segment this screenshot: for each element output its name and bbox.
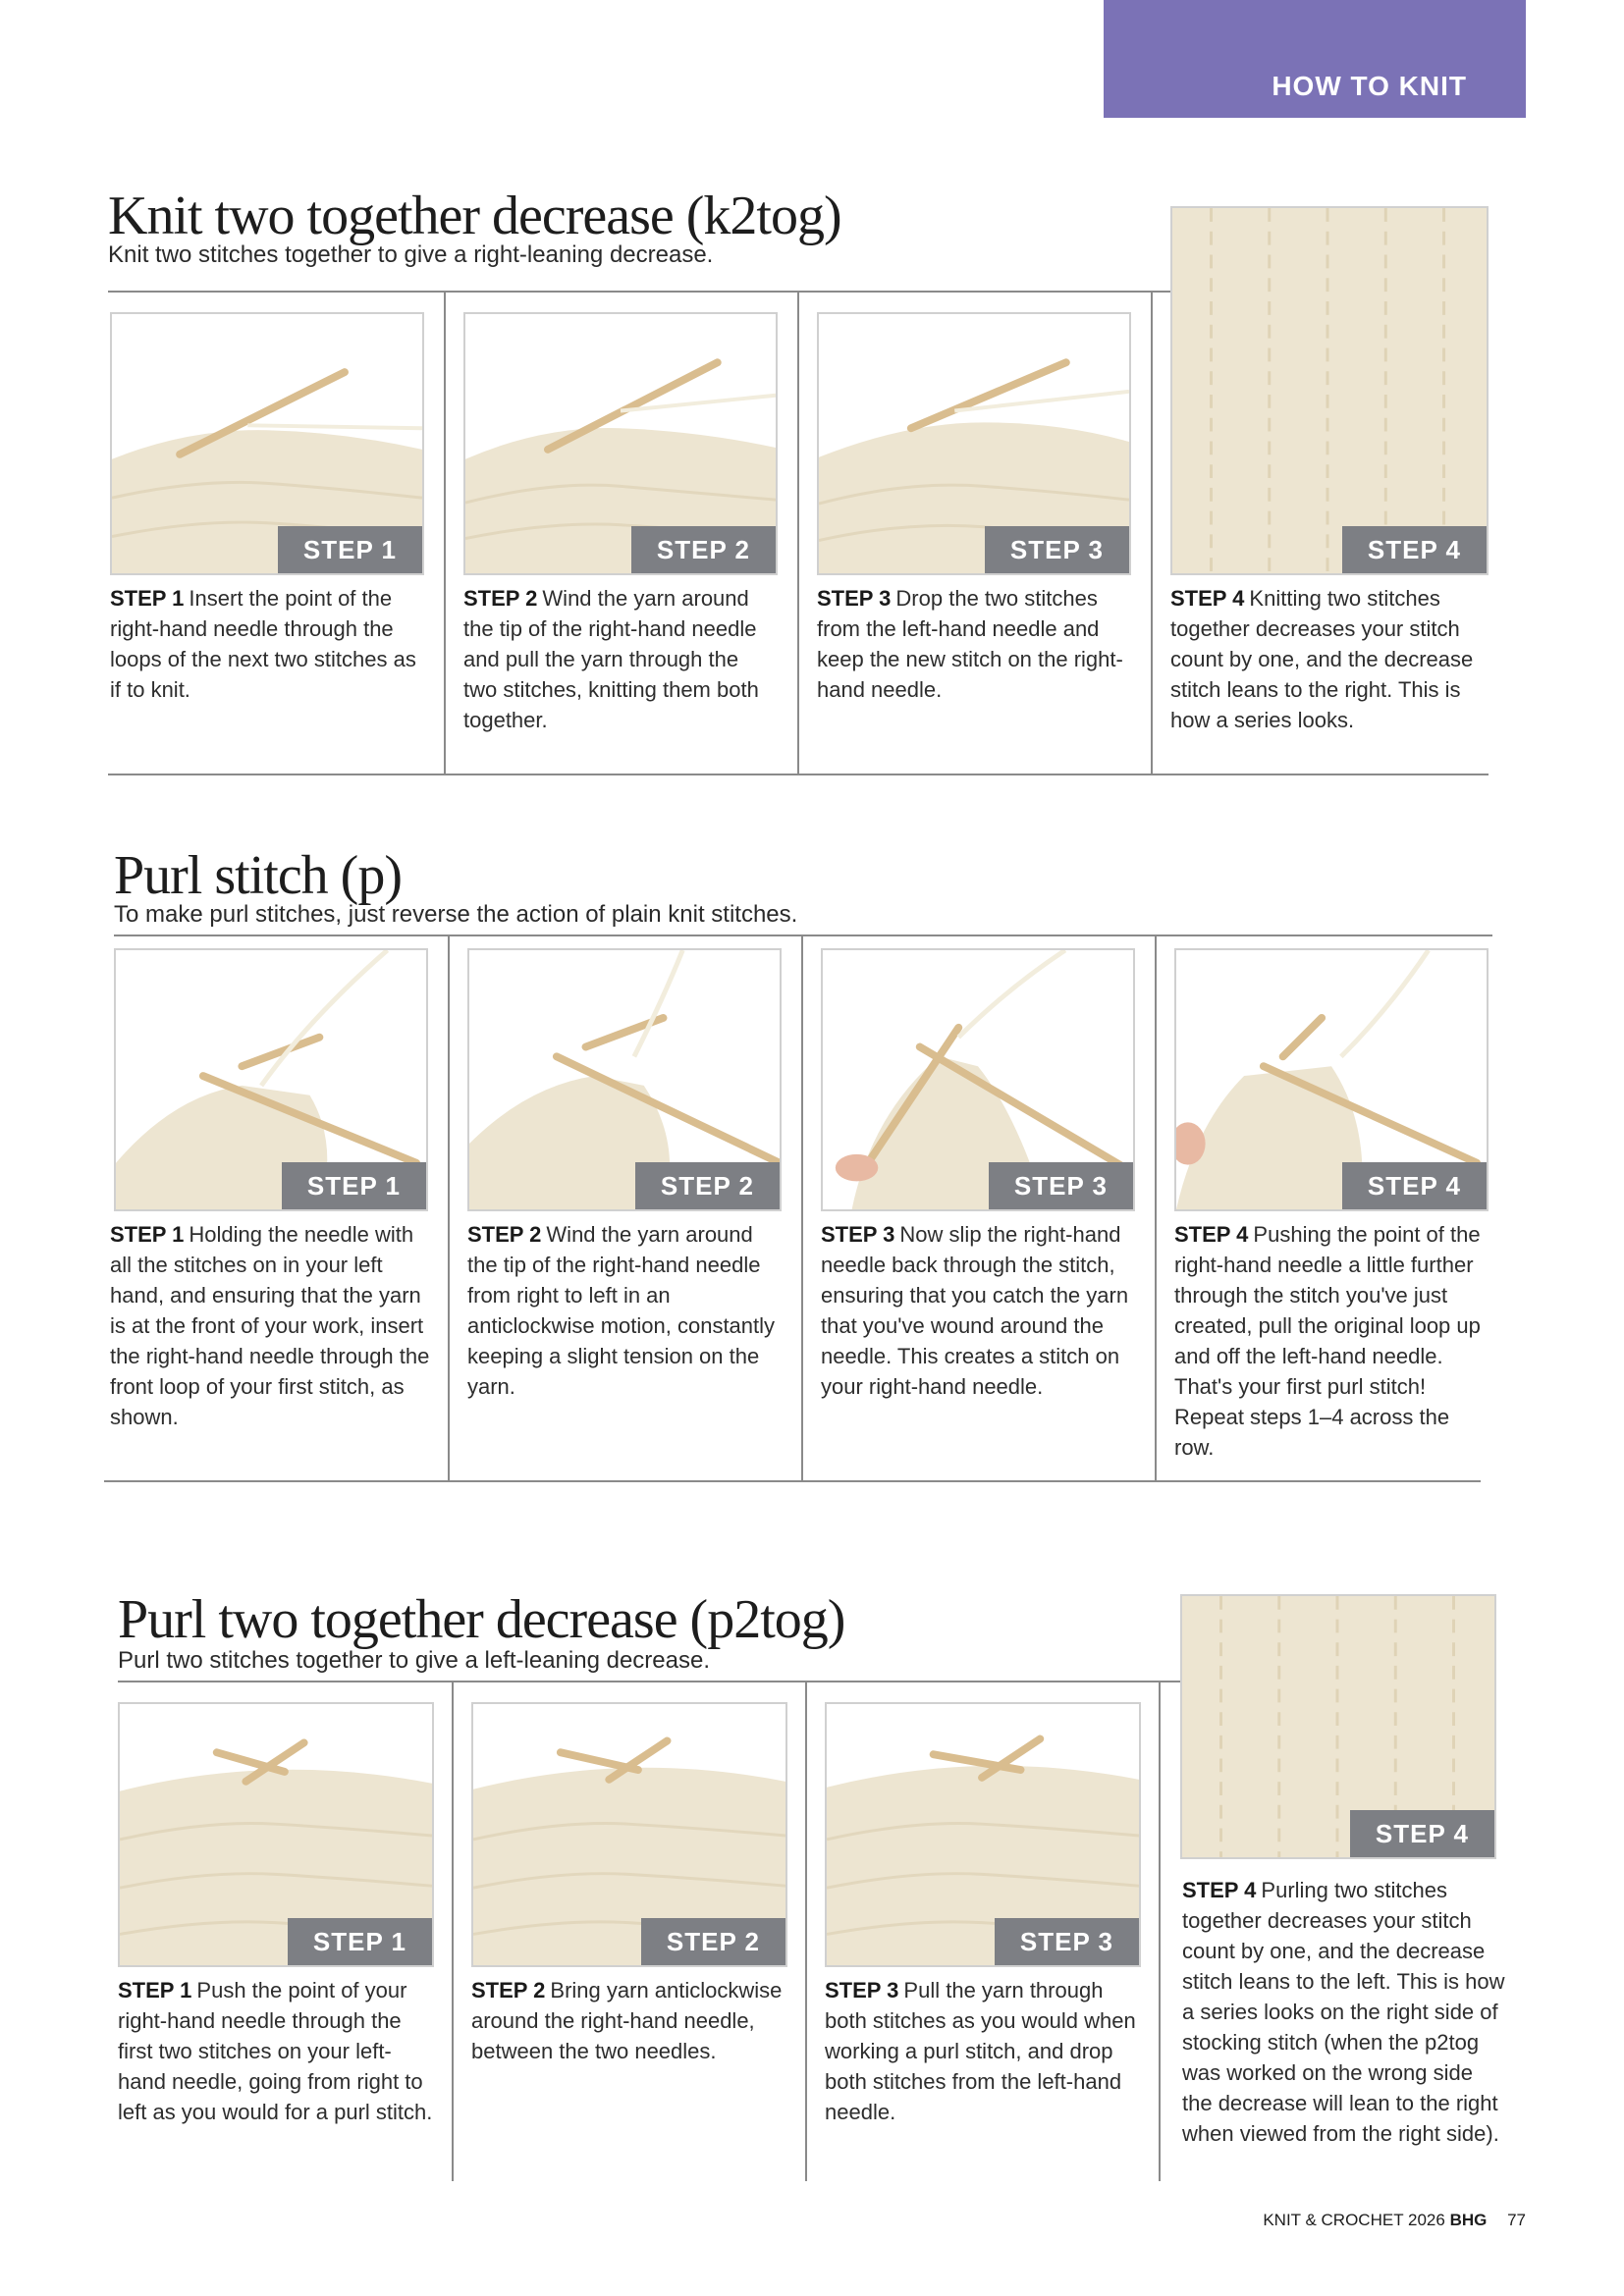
column-divider (444, 293, 446, 774)
step-label: STEP 4 (1170, 586, 1245, 611)
section-tab (1104, 0, 1526, 118)
step-label: STEP 4 (1174, 1222, 1249, 1247)
column-divider (801, 936, 803, 1482)
p2tog-step2-photo (471, 1702, 787, 1967)
step-text: Knitting two stitches together decreases your stitch count by one, and the decrease stitch leans to the right. This is how a series looks. (1170, 586, 1474, 732)
step-text: Wind the yarn around the tip of the right-hand needle from right to left in an anticlockwise motion, constantly keeping a slight tension on the yarn. (467, 1222, 776, 1399)
step-badge: STEP 4 (1350, 1810, 1494, 1857)
p2tog-step3-caption (825, 1975, 1141, 2127)
step-text: Bring yarn anticlockwise around the right-hand needle, between the two needles. (471, 1978, 783, 2063)
magazine-name: KNIT & CROCHET 2026 (1263, 2211, 1445, 2229)
p2tog-subtitle: Purl two stitches together to give a left-leaning decrease. (118, 1647, 710, 1674)
p2tog-step1-photo (118, 1702, 434, 1967)
k2tog-step1-photo (110, 312, 424, 575)
step-label: STEP 4 (1182, 1878, 1257, 1902)
p2tog-step1-caption (118, 1975, 434, 2127)
divider (104, 1480, 1481, 1482)
step-label: STEP 2 (467, 1222, 542, 1247)
k2tog-subtitle: Knit two stitches together to give a right-leaning decrease. (108, 241, 714, 268)
step-badge: STEP 2 (635, 1162, 780, 1209)
step-badge: STEP 3 (995, 1918, 1139, 1965)
column-divider (1151, 293, 1153, 774)
column-divider (805, 1682, 807, 2181)
page-footer (1263, 2211, 1526, 2230)
k2tog-step4-caption (1170, 583, 1494, 735)
divider (108, 774, 1489, 775)
purl-step3-photo (821, 948, 1135, 1211)
step-badge: STEP 4 (1342, 526, 1487, 573)
k2tog-step3-caption (817, 583, 1131, 705)
step-badge: STEP 2 (631, 526, 776, 573)
p2tog-step4-caption (1182, 1875, 1506, 2149)
k2tog-step2-caption (463, 583, 778, 735)
purl-step4-photo (1174, 948, 1489, 1211)
step-badge: STEP 3 (985, 526, 1129, 573)
step-text: Holding the needle with all the stitches on in your left hand, and ensuring that the yarn is at the front of your work, insert the right-hand needle through the front loop of your first stitch, as shown. (110, 1222, 430, 1429)
step-badge: STEP 4 (1342, 1162, 1487, 1209)
p2tog-step4-photo (1180, 1594, 1496, 1859)
step-text: Pushing the point of the right-hand needle a little further through the stitch you've just created, pull the original loop up and off the left-hand needle. That's your first purl stitch! Repeat steps 1–4 across the row. (1174, 1222, 1481, 1460)
step-text: Drop the two stitches from the left-hand needle and keep the new stitch on the right-hand needle. (817, 586, 1123, 702)
k2tog-step1-caption (110, 583, 424, 705)
purl-subtitle: To make purl stitches, just reverse the action of plain knit stitches. (114, 901, 798, 928)
step-label: STEP 1 (110, 586, 185, 611)
divider (114, 934, 1492, 936)
step-label: STEP 2 (471, 1978, 546, 2002)
step-label: STEP 3 (825, 1978, 899, 2002)
brand-name: BHG (1449, 2211, 1488, 2229)
purl-step1-caption (110, 1219, 434, 1432)
step-badge: STEP 1 (288, 1918, 432, 1965)
step-label: STEP 1 (118, 1978, 192, 2002)
purl-step2-photo (467, 948, 782, 1211)
column-divider (448, 936, 450, 1482)
divider (108, 291, 1170, 293)
p2tog-step2-caption (471, 1975, 787, 2066)
step-text: Push the point of your right-hand needle through the first two stitches on your left-hand needle, going from right to left as you would for a purl stitch. (118, 1978, 433, 2124)
step-label: STEP 1 (110, 1222, 185, 1247)
column-divider (1159, 1682, 1161, 2181)
step-label: STEP 2 (463, 586, 538, 611)
step-badge: STEP 1 (278, 526, 422, 573)
k2tog-step3-photo (817, 312, 1131, 575)
column-divider (1155, 936, 1157, 1482)
k2tog-title: Knit two together decrease (k2tog) (108, 186, 841, 246)
step-label: STEP 3 (817, 586, 892, 611)
step-text: Pull the yarn through both stitches as you would when working a purl stitch, and drop both stitches from the left-hand needle. (825, 1978, 1136, 2124)
purl-step4-caption (1174, 1219, 1489, 1463)
step-text: Purling two stitches together decreases your stitch count by one, and the decrease stitch leans to the left. This is how a series looks on the right side of stocking stitch (when the p2tog was worked on the wrong side the decrease will lean to the right when viewed from the right side). (1182, 1878, 1505, 2146)
step-badge: STEP 3 (989, 1162, 1133, 1209)
step-badge: STEP 1 (282, 1162, 426, 1209)
purl-step3-caption (821, 1219, 1139, 1402)
step-text: Insert the point of the right-hand needle through the loops of the next two stitches as if to knit. (110, 586, 416, 702)
purl-title: Purl stitch (p) (114, 845, 402, 906)
p2tog-step3-photo (825, 1702, 1141, 1967)
step-label: STEP 3 (821, 1222, 895, 1247)
step-text: Now slip the right-hand needle back through the stitch, ensuring that you catch the yarn that you've wound around the needle. This creates a stitch on your right-hand needle. (821, 1222, 1129, 1399)
column-divider (797, 293, 799, 774)
page-number: 77 (1507, 2211, 1526, 2229)
purl-step1-photo (114, 948, 428, 1211)
step-text: Wind the yarn around the tip of the right-hand needle and pull the yarn through the two stitches, knitting them both together. (463, 586, 759, 732)
purl-step2-caption (467, 1219, 785, 1402)
section-tab-label: HOW TO KNIT (1272, 71, 1467, 101)
column-divider (452, 1682, 454, 2181)
p2tog-title: Purl two together decrease (p2tog) (118, 1589, 845, 1650)
divider (118, 1681, 1180, 1682)
step-badge: STEP 2 (641, 1918, 785, 1965)
k2tog-step2-photo (463, 312, 778, 575)
k2tog-step4-photo (1170, 206, 1489, 575)
